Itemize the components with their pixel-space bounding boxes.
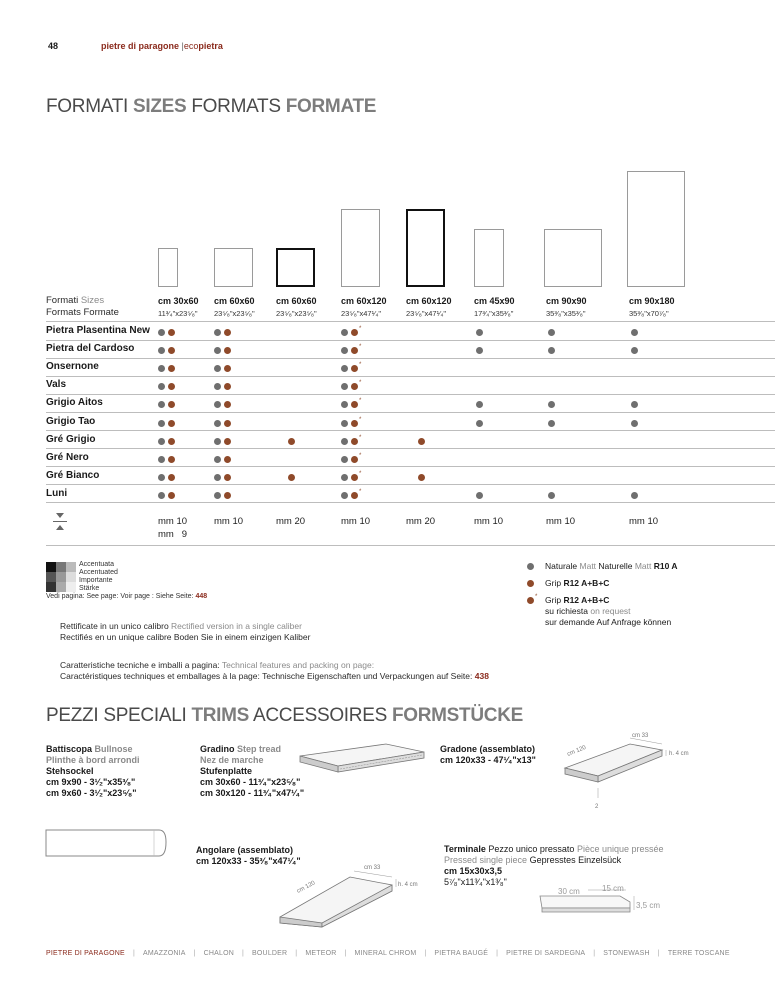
finish-dot-natural — [158, 329, 165, 336]
footer-link[interactable]: PIETRA BAUGÉ — [434, 950, 489, 957]
thickness-value: mm 20 — [406, 516, 436, 527]
format-column-inches: 35³⁄₈"x35³⁄₈" — [546, 309, 586, 318]
footer-separator: | — [496, 950, 499, 957]
trim-gradone: Gradone (assemblato) cm 120x33 - 47¹⁄₄"x13" — [440, 744, 536, 765]
format-column-header: cm 90x90 — [546, 296, 587, 306]
finish-dot-natural — [341, 365, 348, 372]
footer-link[interactable]: STONEWASH — [603, 950, 650, 957]
table-row-divider — [46, 484, 775, 485]
finish-dot-natural — [158, 456, 165, 463]
table-top-line — [46, 321, 775, 322]
on-request-asterisk: * — [359, 470, 362, 477]
finish-dot-grip — [351, 420, 358, 427]
sizes-label: Formati Sizes Formats Formate — [46, 295, 119, 318]
finish-dot-grip — [288, 474, 295, 481]
terminale-illustration — [530, 880, 670, 920]
finish-dot-grip — [351, 438, 358, 445]
table-bottom-line — [46, 545, 775, 546]
format-column-header: cm 60x60 — [214, 296, 255, 306]
format-shape-60x120 — [341, 209, 380, 287]
finish-dot-natural — [214, 383, 221, 390]
brand-header — [101, 41, 223, 51]
finish-dot-grip — [351, 401, 358, 408]
footer-separator: | — [295, 950, 298, 957]
format-column-header: cm 60x120 — [406, 296, 452, 306]
table-row-divider — [46, 430, 775, 431]
table-row-label: Pietra del Cardoso — [46, 343, 135, 355]
step-tread-illustration — [298, 742, 428, 782]
svg-text:15 cm: 15 cm — [602, 884, 624, 893]
finish-dot-natural — [158, 438, 165, 445]
finish-dot-natural — [631, 329, 638, 336]
finish-dot-natural — [214, 365, 221, 372]
table-row-divider — [46, 358, 775, 359]
finish-dot-natural — [341, 329, 348, 336]
footer-link[interactable]: TERRE TOSCANE — [667, 950, 730, 957]
shade-swatch — [46, 562, 76, 592]
finish-dot-natural — [214, 492, 221, 499]
finish-dot-grip — [351, 347, 358, 354]
finish-dot-grip — [168, 383, 175, 390]
finish-dot-grip — [224, 347, 231, 354]
thickness-value-alt: mm 9 — [158, 529, 188, 540]
bullnose-illustration — [44, 826, 169, 860]
thickness-value: mm 10 — [158, 516, 188, 527]
on-request-asterisk: * — [359, 362, 362, 369]
footer-separator: | — [132, 950, 135, 957]
table-row-label: Gré Bianco — [46, 469, 100, 481]
format-shape-60x60 — [214, 248, 253, 287]
finish-dot-natural — [548, 347, 555, 354]
legend-brown-dot — [527, 580, 534, 587]
finish-dot-grip — [224, 401, 231, 408]
format-shape-60x60-20mm — [276, 248, 315, 287]
footer-separator: | — [593, 950, 596, 957]
thickness-value: mm 10 — [214, 516, 244, 527]
table-row-label: Grigio Tao — [46, 415, 96, 427]
finish-dot-grip — [224, 420, 231, 427]
format-column-inches: 23⁵⁄₈"x47¹⁄₄" — [341, 309, 382, 318]
finish-dot-natural — [158, 383, 165, 390]
on-request-asterisk: * — [359, 326, 362, 332]
footer-separator: | — [657, 950, 660, 957]
footer-separator: | — [193, 950, 196, 957]
svg-text:h. 4 cm: h. 4 cm — [398, 882, 418, 888]
finish-dot-natural — [158, 347, 165, 354]
finish-dot-natural — [214, 347, 221, 354]
trims-heading: PEZZI SPECIALI TRIMS ACCESSOIRES FORMSTÜCKE — [46, 705, 523, 726]
legend-natural: Naturale Matt Naturelle Matt R10 A — [545, 561, 678, 571]
table-row-label: Vals — [46, 379, 67, 391]
format-column-header: cm 90x180 — [629, 296, 675, 306]
finish-dot-natural — [158, 474, 165, 481]
on-request-asterisk: * — [359, 452, 362, 459]
finish-dot-grip — [351, 474, 358, 481]
footer-link[interactable]: AMAZZONIA — [142, 950, 186, 957]
finish-dot-natural — [341, 492, 348, 499]
svg-text:cm 33: cm 33 — [632, 733, 649, 739]
thickness-value: mm 10 — [546, 516, 576, 527]
table-row-divider — [46, 340, 775, 341]
finish-dot-natural — [548, 492, 555, 499]
finish-dot-grip — [168, 347, 175, 354]
finish-dot-grip — [224, 492, 231, 499]
format-shape-60x120-20mm — [406, 209, 445, 287]
finish-dot-grip — [288, 438, 295, 445]
footer-link[interactable]: MINERAL CHROM — [354, 950, 417, 957]
finish-dot-grip — [168, 420, 175, 427]
finish-dot-natural — [158, 492, 165, 499]
finish-dot-natural — [341, 347, 348, 354]
format-column-inches: 23⁵⁄₈"x23⁵⁄₈" — [276, 309, 317, 318]
finish-dot-natural — [548, 420, 555, 427]
footer-link[interactable]: PIETRE DI SARDEGNA — [506, 950, 586, 957]
brand-pietra: pietra — [198, 41, 223, 51]
finish-dot-natural — [158, 401, 165, 408]
legend-asterisk: * — [535, 594, 538, 600]
footer-link[interactable]: CHALON — [203, 950, 235, 957]
format-shape-90x180 — [627, 171, 685, 287]
thickness-value: mm 20 — [276, 516, 306, 527]
thickness-value: mm 10 — [474, 516, 504, 527]
format-column-inches: 23⁵⁄₈"x23⁵⁄₈" — [214, 309, 255, 318]
on-request-asterisk: * — [359, 398, 362, 405]
footer-nav — [46, 950, 738, 957]
finish-dot-natural — [476, 492, 483, 499]
finish-dot-natural — [214, 438, 221, 445]
table-row-divider — [46, 466, 775, 467]
finish-dot-grip — [418, 438, 425, 445]
finish-dot-natural — [476, 347, 483, 354]
format-column-inches: 17³⁄₄"x35³⁄₈" — [474, 309, 514, 318]
table-row-label: Grigio Aitos — [46, 397, 103, 409]
svg-text:cm 120: cm 120 — [566, 744, 588, 758]
finish-dot-grip — [168, 492, 175, 499]
finish-dot-grip — [168, 329, 175, 336]
table-row-label: Onsernone — [46, 361, 99, 373]
see-page: Vedi pagina: See page: Voir page : Siehe Seite: 448 — [46, 593, 208, 600]
finish-dot-natural — [214, 420, 221, 427]
svg-text:30 cm: 30 cm — [558, 887, 580, 896]
finish-dot-grip — [168, 401, 175, 408]
table-row-label: Gré Nero — [46, 451, 89, 463]
on-request-asterisk: * — [359, 434, 362, 441]
finish-dot-grip — [351, 365, 358, 372]
finish-dot-natural — [158, 365, 165, 372]
finish-dot-grip — [224, 456, 231, 463]
finish-dot-natural — [548, 329, 555, 336]
finish-dot-grip — [168, 438, 175, 445]
thickness-value: mm 10 — [629, 516, 659, 527]
footer-separator: | — [242, 950, 245, 957]
finish-dot-grip — [418, 474, 425, 481]
format-shape-45x90 — [474, 229, 504, 287]
finish-dot-grip — [168, 456, 175, 463]
trim-gradino: Gradino Step tread Nez de marche Stufenplatte cm 30x60 - 11³⁄₄"x23⁵⁄₈" cm 30x120 - 11³⁄₄"x47¹⁄₄" — [200, 744, 305, 798]
finish-dot-natural — [214, 401, 221, 408]
rectified-note: Rettificate in un unico calibro Rectified version in a single caliber Rectifiés en un unique calibre Boden Sie in einem einzigen Kaliber — [60, 621, 311, 642]
thickness-icon — [53, 513, 67, 530]
finish-dot-natural — [476, 329, 483, 336]
finish-dot-natural — [631, 347, 638, 354]
table-row-divider — [46, 376, 775, 377]
legend-brown-dot-asterisk — [527, 597, 534, 604]
format-column-header: cm 45x90 — [474, 296, 515, 306]
on-request-asterisk: * — [359, 416, 362, 423]
format-column-inches: 35³⁄₈"x70⁷⁄₈" — [629, 309, 669, 318]
table-row-divider — [46, 502, 775, 503]
page-number: 48 — [48, 41, 59, 51]
technical-note: Caratteristiche tecniche e imballi a pagina: Technical features and packing on page: Caractéristiques techniques et emballages à la page: Technische Eigenschaften und Verpackungen auf Seite: 438 — [60, 660, 489, 681]
finish-dot-natural — [341, 420, 348, 427]
format-column-inches: 11³⁄₄"x23⁵⁄₈" — [158, 309, 198, 318]
finish-dot-natural — [631, 401, 638, 408]
table-row-divider — [46, 412, 775, 413]
trim-battiscopa: Battiscopa Bullnose Plinthe à bord arrondi Stehsockel cm 9x90 - 3¹⁄₂"x35³⁄₈" cm 9x60 - 3¹⁄₂"x23⁵⁄₈" — [46, 744, 140, 798]
format-column-header: cm 60x60 — [276, 296, 317, 306]
trim-terminale: Terminale Pezzo unico pressato Pièce unique pressée Pressed single piece Gepresstes Einzelsück cm 15x30x3,5 5⁷⁄₈"x11³⁄₄"x1³⁄₈" — [444, 844, 664, 887]
finish-dot-natural — [548, 401, 555, 408]
svg-text:cm 120: cm 120 — [296, 880, 317, 895]
finish-dot-natural — [341, 456, 348, 463]
finish-dot-natural — [341, 401, 348, 408]
finish-dot-grip — [224, 438, 231, 445]
finish-dot-natural — [214, 456, 221, 463]
finish-dot-natural — [631, 492, 638, 499]
finish-dot-natural — [341, 474, 348, 481]
formats-heading: FORMATI SIZES FORMATS FORMATE — [46, 96, 377, 117]
format-column-inches: 23⁵⁄₈"x47¹⁄₄" — [406, 309, 447, 318]
table-row-divider — [46, 394, 775, 395]
svg-text:h. 4 cm: h. 4 cm — [669, 751, 689, 757]
footer-link[interactable]: BOULDER — [252, 950, 288, 957]
footer-separator: | — [344, 950, 347, 957]
format-shape-90x90 — [544, 229, 602, 287]
finish-dot-natural — [158, 420, 165, 427]
brand-eco: eco — [183, 41, 199, 51]
table-row-label: Luni — [46, 487, 68, 499]
on-request-asterisk: * — [359, 380, 362, 387]
finish-dot-natural — [214, 329, 221, 336]
finish-dot-grip — [224, 329, 231, 336]
finish-dot-grip — [351, 383, 358, 390]
trim-angolare: Angolare (assemblato) cm 120x33 - 35³⁄₈"x47¹⁄₄" — [196, 845, 301, 866]
legend-grey-dot — [527, 563, 534, 570]
finish-dot-grip — [224, 383, 231, 390]
svg-text:cm 33: cm 33 — [364, 865, 381, 871]
finish-dot-natural — [631, 420, 638, 427]
gradone-illustration — [560, 728, 690, 810]
on-request-asterisk: * — [359, 488, 362, 495]
brand-name: pietre di paragone — [101, 41, 180, 51]
finish-dot-natural — [476, 420, 483, 427]
finish-dot-grip — [168, 474, 175, 481]
on-request-asterisk: * — [359, 344, 362, 351]
table-row-label: Gré Grigio — [46, 433, 96, 445]
finish-dot-natural — [214, 474, 221, 481]
thickness-value: mm 10 — [341, 516, 371, 527]
table-row-divider — [46, 448, 775, 449]
footer-separator: | — [424, 950, 427, 957]
footer-link[interactable]: METEOR — [305, 950, 337, 957]
angolare-illustration — [272, 855, 432, 935]
finish-dot-grip — [351, 456, 358, 463]
finish-dot-natural — [341, 383, 348, 390]
finish-dot-natural — [476, 401, 483, 408]
footer-link[interactable]: PIETRE DI PARAGONE — [46, 950, 125, 957]
finish-dot-grip — [351, 492, 358, 499]
shade-labels: Accentuata Accentuated Importante Stärke — [79, 561, 118, 592]
svg-text:2: 2 — [595, 804, 599, 810]
format-column-header: cm 60x120 — [341, 296, 387, 306]
finish-dot-grip — [168, 365, 175, 372]
format-shape-30x60 — [158, 248, 178, 287]
finish-dot-natural — [341, 438, 348, 445]
finish-dot-grip — [224, 474, 231, 481]
format-column-header: cm 30x60 — [158, 296, 199, 306]
legend-grip: Grip R12 A+B+C — [545, 578, 610, 588]
legend-grip-request: Grip R12 A+B+C su richiesta on request sur demande Auf Anfrage können — [545, 595, 672, 627]
brand-separator: | — [181, 41, 184, 51]
finish-dot-grip — [351, 329, 358, 336]
finish-dot-grip — [224, 365, 231, 372]
table-row-label: Pietra Plasentina New — [46, 325, 150, 336]
svg-text:3,5 cm: 3,5 cm — [636, 901, 661, 910]
